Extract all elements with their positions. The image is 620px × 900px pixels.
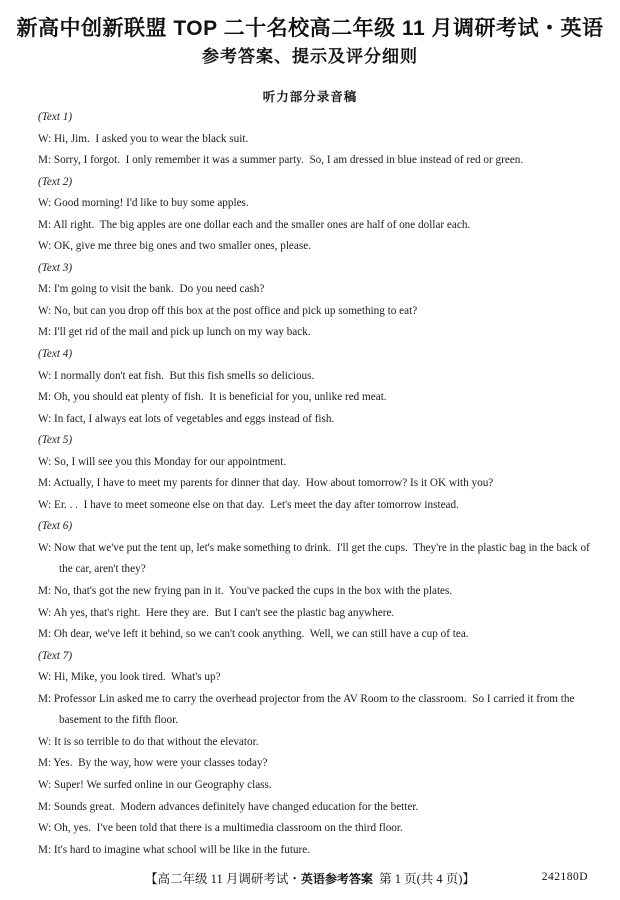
text-label: (Text 7) — [38, 649, 73, 662]
dialogue-line: W: In fact, I always eat lots of vegetables and eggs instead of fish. — [38, 412, 335, 425]
dialogue-section — [38, 646, 592, 861]
dialogue-line: W: Super! We surfed online in our Geography class. — [38, 778, 272, 791]
dialogue-line: M: No, that's got the new frying pan in it. You've packed the cups in the box with the plates. — [38, 585, 453, 598]
dialogue-line: W: I normally don't eat fish. But this fish smells so delicious. — [38, 369, 315, 382]
page-title: 新高中创新联盟 TOP 二十名校高二年级 11 月调研考试・英语 — [16, 17, 604, 40]
dialogue-line: W: Ah yes, that's right. Here they are. But I can't see the plastic bag anywhere. — [38, 606, 395, 619]
dialogue-line: M: Actually, I have to meet my parents for dinner that day. How about tomorrow? Is it OK with you? — [38, 477, 494, 490]
footer-page-info: 第 1 页(共 4 页)】 — [372, 872, 475, 886]
dialogue-line: M: Professor Lin asked me to carry the overhead projector from the AV Room to the classroom. So I carried it from the basement to the fifth floor. — [38, 692, 578, 727]
dialogue-line: W: So, I will see you this Monday for our appointment. — [38, 455, 287, 468]
dialogue-line: W: OK, give me three big ones and two smaller ones, please. — [38, 240, 311, 253]
dialogue-line: M: All right. The big apples are one dollar each and the smaller ones are half of one dollar each. — [38, 218, 471, 231]
footer-answer-label: 英语参考答案 — [300, 872, 373, 886]
dialogue-section — [38, 172, 592, 258]
page-footer — [0, 869, 620, 887]
dialogue-line: W: No, but can you drop off this box at the post office and pick up something to eat? — [38, 304, 418, 317]
dialogue-line: M: Oh, you should eat plenty of fish. It is beneficial for you, unlike red meat. — [38, 391, 387, 404]
dialogue-line: M: Sorry, I forgot. I only remember it was a summer party. So, I am dressed in blue instead of red or green. — [38, 154, 524, 167]
document-code: 242180D — [541, 871, 588, 883]
dialogue-line: M: Yes. By the way, how were your classes today? — [38, 757, 268, 770]
dialogue-line: W: Er. . . I have to meet someone else on that day. Let's meet the day after tomorrow instead. — [38, 498, 459, 511]
dialogue-line: M: I'll get rid of the mail and pick up lunch on my way back. — [38, 326, 311, 339]
dialogue-section — [38, 344, 592, 430]
dialogue-line: W: Hi, Mike, you look tired. What's up? — [38, 671, 221, 684]
listening-transcript — [38, 107, 592, 861]
dialogue-line: M: Oh dear, we've left it behind, so we can't cook anything. Well, we can still have a cup of tea. — [38, 628, 469, 641]
text-label: (Text 3) — [38, 261, 73, 274]
dialogue-section — [38, 516, 592, 645]
dialogue-section — [38, 430, 592, 516]
text-label: (Text 1) — [38, 111, 73, 123]
page-subtitle: 参考答案、提示及评分细则 — [202, 47, 418, 66]
listening-section-heading: 听力部分录音稿 — [262, 90, 358, 104]
text-label: (Text 5) — [38, 434, 73, 447]
dialogue-line: W: Oh, yes. I've been told that there is a multimedia classroom on the third floor. — [38, 822, 403, 835]
dialogue-line: W: Hi, Jim. I asked you to wear the black suit. — [38, 132, 249, 145]
dialogue-line: W: It is so terrible to do that without the elevator. — [38, 735, 259, 748]
dialogue-line: W: Now that we've put the tent up, let's make something to drink. I'll get the cups. They're in the plastic bag in the back of the car, aren't they? — [38, 541, 593, 576]
dialogue-section — [38, 107, 592, 172]
dialogue-line: M: It's hard to imagine what school will be like in the future. — [38, 843, 311, 856]
text-label: (Text 2) — [38, 175, 73, 188]
dialogue-line: M: Sounds great. Modern advances definitely have changed education for the better. — [38, 800, 419, 813]
text-label: (Text 4) — [38, 348, 73, 361]
dialogue-line: M: I'm going to visit the bank. Do you need cash? — [38, 283, 265, 296]
dialogue-line: W: Good morning! I'd like to buy some apples. — [38, 197, 249, 210]
footer-exam-name: 【高二年级 11 月调研考试・ — [145, 872, 301, 886]
text-label: (Text 6) — [38, 520, 73, 533]
dialogue-section — [38, 258, 592, 344]
